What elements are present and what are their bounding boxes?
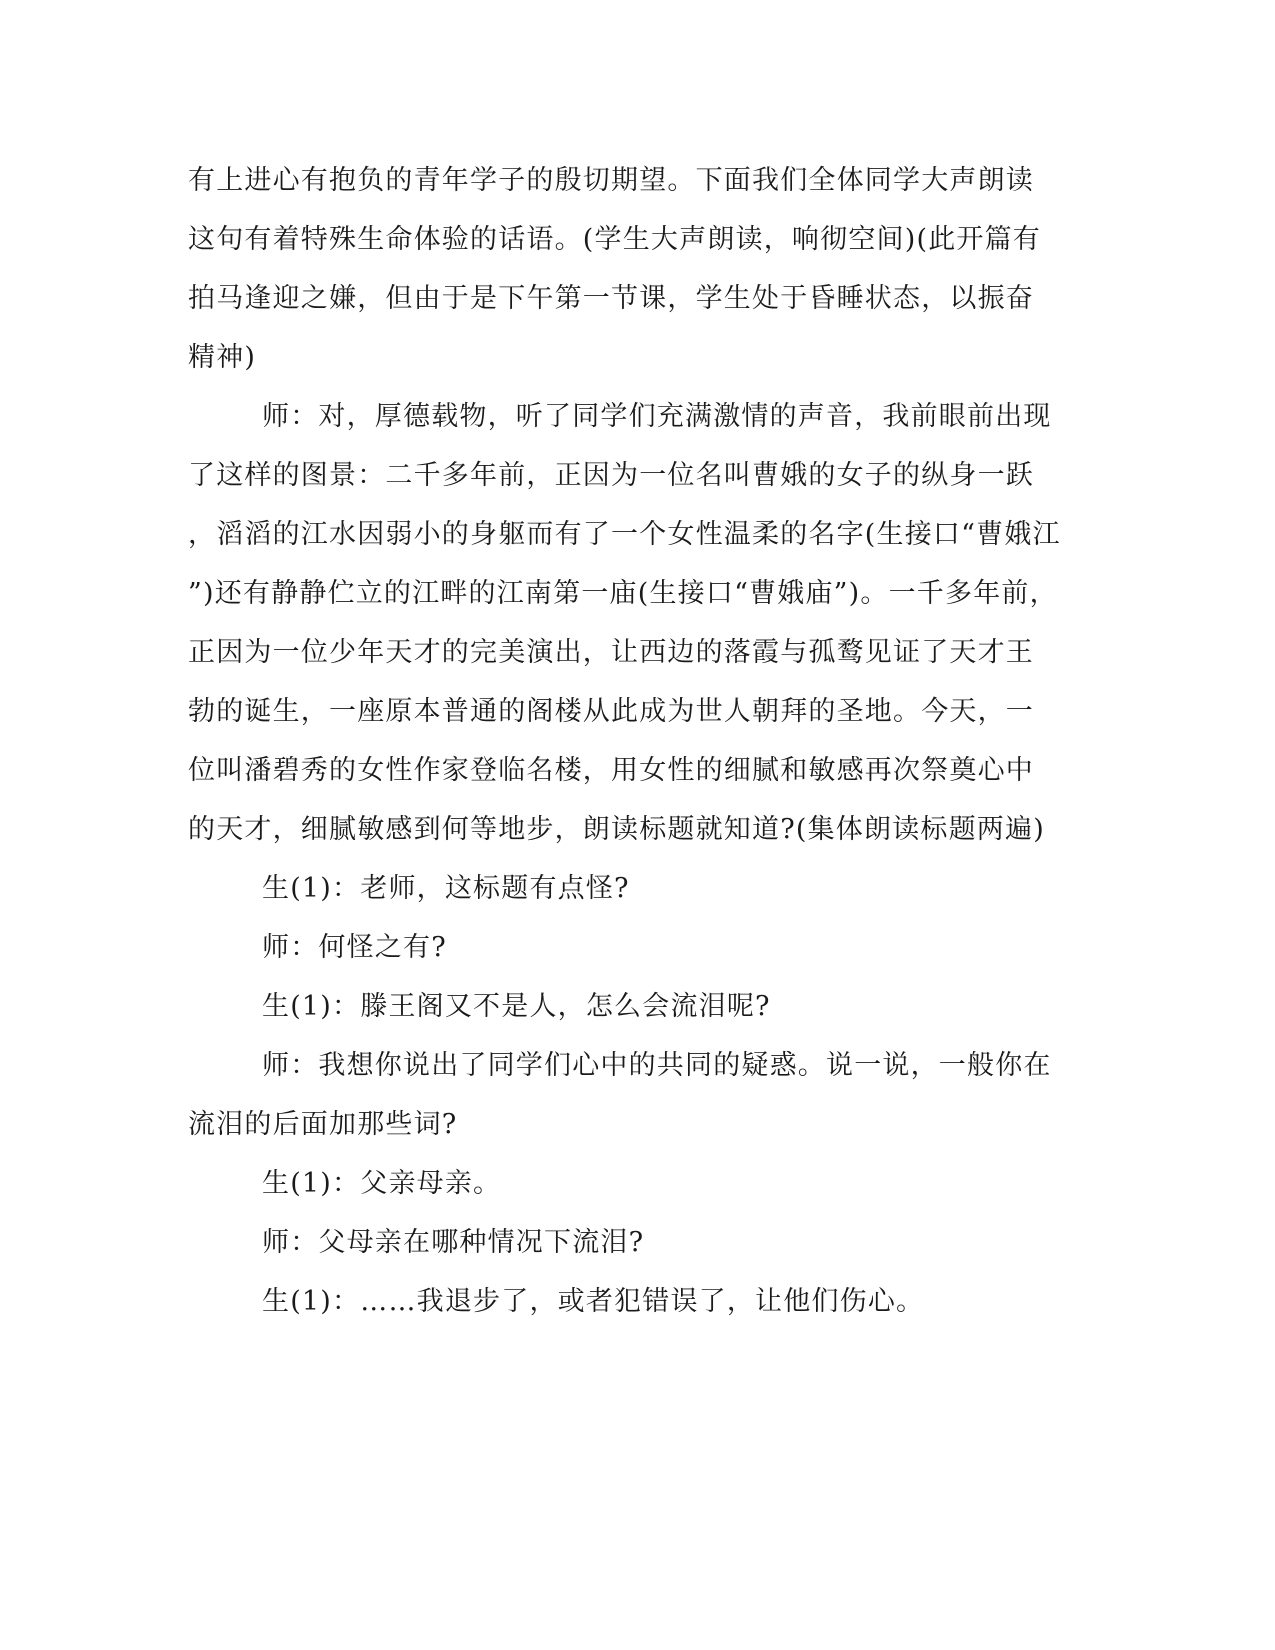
text-line: ，滔滔的江水因弱小的身躯而有了一个女性温柔的名字(生接口“曹娥江	[188, 519, 1061, 550]
text-line: 流泪的后面加那些词?	[188, 1109, 458, 1140]
text-line: 师：我想你说出了同学们心中的共同的疑惑。说一说，一般你在	[262, 1050, 1052, 1081]
text-line: 位叫潘碧秀的女性作家登临名楼，用女性的细腻和敏感再次祭奠心中	[188, 755, 1034, 786]
text-line: 正因为一位少年天才的完美演出，让西边的落霞与孤鹜见证了天才王	[188, 637, 1034, 668]
text-line: 有上进心有抱负的青年学子的殷切期望。下面我们全体同学大声朗读	[188, 165, 1034, 196]
text-line: 的天才，细腻敏感到何等地步，朗读标题就知道?(集体朗读标题两遍)	[188, 814, 1045, 845]
text-line: 精神)	[188, 342, 257, 373]
text-line: 拍马逢迎之嫌，但由于是下午第一节课，学生处于昏睡状态，以振奋	[188, 283, 1034, 314]
text-line: 师：父母亲在哪种情况下流泪?	[262, 1227, 645, 1258]
text-line: 师：对，厚德载物，听了同学们充满激情的声音，我前眼前出现	[262, 401, 1052, 432]
text-line: 这句有着特殊生命体验的话语。(学生大声朗读，响彻空间)(此开篇有	[188, 224, 1041, 255]
text-line: ”)还有静静伫立的江畔的江南第一庙(生接口“曹娥庙”)。一千多年前，	[188, 578, 1058, 609]
text-line: 生(1)：父亲母亲。	[262, 1168, 502, 1199]
text-line: 师：何怪之有?	[262, 932, 447, 963]
text-line: 生(1)：……我退步了，或者犯错误了，让他们伤心。	[262, 1286, 925, 1317]
text-line: 生(1)：滕王阁又不是人，怎么会流泪呢?	[262, 991, 771, 1022]
text-line: 生(1)：老师，这标题有点怪?	[262, 873, 630, 904]
text-line: 了这样的图景：二千多年前，正因为一位名叫曹娥的女子的纵身一跃	[188, 460, 1034, 491]
text-line: 勃的诞生，一座原本普通的阁楼从此成为世人朝拜的圣地。今天，一	[188, 696, 1034, 727]
